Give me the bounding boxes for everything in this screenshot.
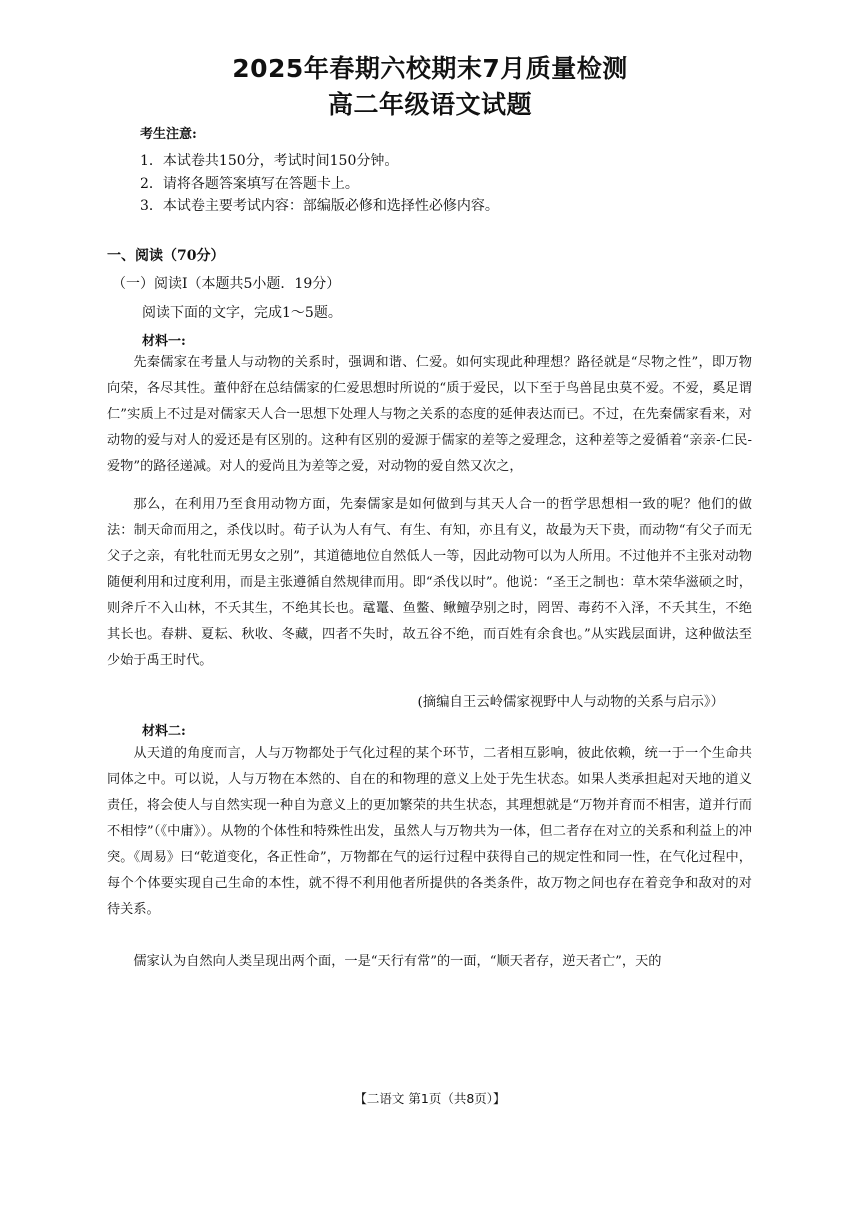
- instruction-text: 阅读下面的文字，完成1～5题。: [142, 305, 342, 321]
- section-heading: 一、阅读（70分）: [107, 248, 225, 264]
- paragraph: 那么，在利用乃至食用动物方面，先秦儒家是如何做到与其天人合一的哲学思想相一致的呢？他们的做法：制天命而用之，杀伐以时。荀子认为人有气、有生、有知，亦且有义，故最为天下贵，而动物“有父子而无父子之亲，有牝牡而无男女之别”，其道德地位自然低人一等，因此动物可以为人所用。不过他并不主张对动物随便利用和过度利用，而是主张遵循自然规律而用。即“杀伐以时”。他说：“圣王之制也：草木荣华滋硕之时，则斧斤不入山林，不夭其生，不绝其长也。鼋鼍、鱼鳖、鳅鳣孕别之时，罔罟、毒药不入泽，不夭其生，不绝其长也。春耕、夏耘、秋收、冬藏，四者不失时，故五谷不绝，而百姓有余食也。”从实践层面讲，这种做法至少始于禹王时代。: [107, 497, 752, 668]
- notice-item: 1．本试卷共150分，考试时间150分钟。: [140, 153, 399, 169]
- material-label: 材料二:: [142, 724, 186, 739]
- notice-item: 3．本试卷主要考试内容：部编版必修和选择性必修内容。: [140, 198, 499, 214]
- paragraph: 儒家认为自然向人类呈现出两个面，一是“天行有常”的一面，“顺天者存，逆天者亡”，天的: [133, 954, 662, 969]
- notice-item: 2．请将各题答案填写在答题卡上。: [140, 175, 359, 192]
- notice-heading: 考生注意:: [140, 127, 197, 142]
- paragraph: 从天道的角度而言，人与万物都处于气化过程的某个环节，二者相互影响，彼此依赖，统一于一个生命共同体之中。可以说，人与万物在本然的、自在的和物理的意义上处于先生状态。如果人类承担起对天地的道义责任，将会使人与自然实现一种自为意义上的更加繁荣的共生状态，其理想就是“万物并育而不相害，道并行而不相悖”（《中庸》）。从物的个体性和特殊性出发，虽然人与万物共为一体，但二者存在对立的关系和利益上的冲突。《周易》曰“乾道变化，各正性命”，万物都在气的运行过程中获得自己的规定性和同一性，在气化过程中，每个个体要实现自己生命的本性，就不得不利用他者所提供的各类条件，故万物之间也存在着竞争和敌对的对待关系。: [107, 746, 752, 917]
- material-label: 材料一:: [142, 334, 186, 349]
- page-footer: 【二语文 第1页（共8页）】: [354, 1091, 506, 1106]
- paragraph: 先秦儒家在考量人与动物的关系时，强调和谐、仁爱。如何实现此种理想？路径就是“尽物之性”，即万物向荣，各尽其性。董仲舒在总结儒家的仁爱思想时所说的“质于爱民，以下至于鸟兽昆虫莫不爱。不爱，奚足谓仁”实质上不过是对儒家天人合一思想下处理人与物之关系的态度的延伸表达而已。不过，在先秦儒家看来，对动物的爱与对人的爱还是有区别的。这种有区别的爱源于儒家的差等之爱理念，这种差等之爱循着“亲亲-仁民-爱物”的路径递减。对人的爱尚且为差等之爱，对动物的爱自然又次之，: [107, 355, 752, 474]
- subsection-heading: （一）阅读Ⅰ（本题共5小题．19分）: [112, 276, 341, 292]
- page-subtitle: 高二年级语文试题: [327, 90, 532, 119]
- notice-block: [140, 124, 780, 218]
- page-title: 2025年春期六校期末7月质量检测: [232, 54, 628, 83]
- source-citation: (摘编自王云岭儒家视野中人与动物的关系与启示》）: [417, 695, 724, 710]
